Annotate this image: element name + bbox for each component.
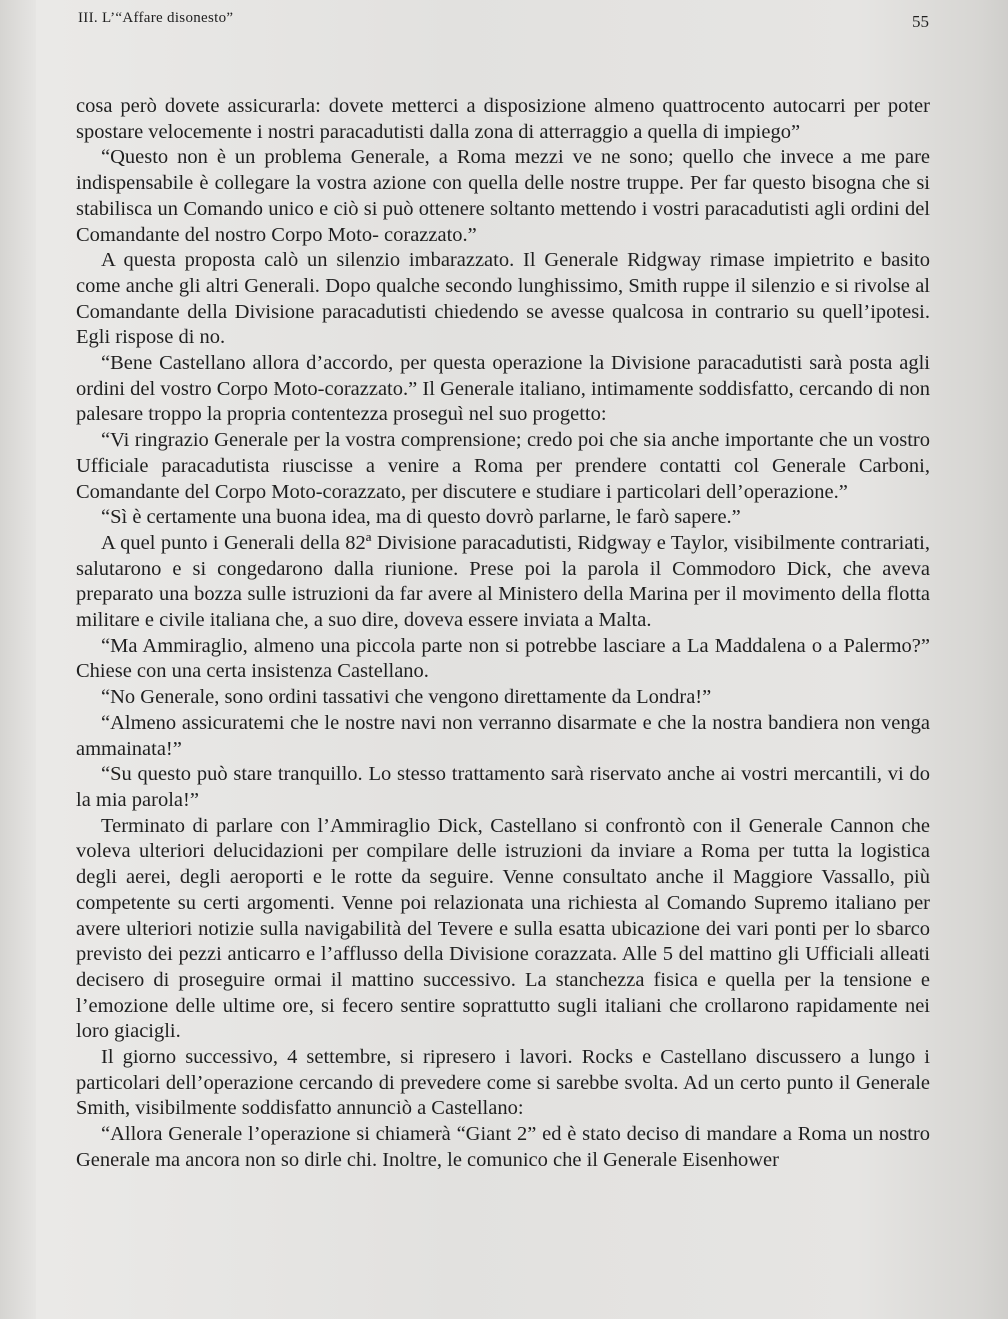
paragraph: “Questo non è un problema Generale, a Roma mezzi ve ne sono; quello che invece a me pare indispensabile è collegare la vostra azione con quella delle nostre truppe. Per far questo bisogna che si stabilisca un Comando unico e ciò si può ottenere soltanto mettendo i vostri paracadutisti agli ordini del Comandante del nostro Corpo Moto- corazzato.”: [76, 146, 930, 246]
body-text: [76, 94, 930, 1174]
paragraph: “Vi ringrazio Generale per la vostra comprensione; credo poi che sia anche importante che un vostro Ufficiale paracadutista riuscisse a venire a Roma per prendere contatti col Generale Carboni, Comandante del Corpo Moto-corazzato, per discutere e studiare i particolari dell’operazione.”: [76, 429, 930, 503]
paragraph: “Bene Castellano allora d’accordo, per questa operazione la Divisione paracadutisti sarà posta agli ordini del vostro Corpo Moto-corazzato.” Il Generale italiano, intimamente soddisfatto, cercando di non palesare troppo la propria contentezza proseguì nel suo progetto:: [76, 352, 930, 426]
paragraph: A questa proposta calò un silenzio imbarazzato. Il Generale Ridgway rimase impietrito e basito come anche gli altri Generali. Dopo qualche secondo lunghissimo, Smith ruppe il silenzio e si rivolse al Comandante della Divisione paracadutisti chiedendo se avesse qualcosa in contrario su quell’ipotesi. Egli rispose di no.: [76, 249, 930, 349]
paragraph: “Allora Generale l’operazione si chiamerà “Giant 2” ed è stato deciso di mandare a Roma un nostro Generale ma ancora non so dirle chi. Inoltre, le comunico che il Generale Eisenhower: [76, 1123, 930, 1171]
paragraph: “Su questo può stare tranquillo. Lo stesso trattamento sarà riservato anche ai vostri mercantili, vi do la mia parola!”: [76, 763, 930, 811]
page-number: 55: [912, 12, 929, 31]
running-head: III. L’“Affare disonesto”: [78, 10, 234, 26]
paragraph: “Sì è certamente una buona idea, ma di questo dovrò parlarne, le farò sapere.”: [101, 506, 741, 529]
paragraph: “Ma Ammiraglio, almeno una piccola parte non si potrebbe lasciare a La Maddalena o a Palermo?” Chiese con una certa insistenza Castellano.: [76, 634, 930, 683]
paragraph: “Almeno assicuratemi che le nostre navi non verranno disarmate e che la nostra bandiera non venga ammainata!”: [76, 711, 930, 760]
paragraph: Terminato di parlare con l’Ammiraglio Dick, Castellano si confrontò con il Generale Cannon che voleva ulteriori delucidazioni per compilare delle istruzioni da inviare a Roma per tutta la logistica degli aerei, degli aeroporti e le rotte da seguire. Venne consultato anche il Maggiore Vassallo, più competente su certi argomenti. Venne poi relazionata una richiesta al Comando Supremo italiano per avere ulteriori notizie sulla navigabilità del Tevere e sulla esatta ubicazione dei vari ponti per lo sbarco previsto dei pezzi anticarro e l’afflusso della Divisione corazzata. Alle 5 del mattino gli Ufficiali alleati decisero di proseguire ormai il mattino successivo. La stanchezza fisica e quella per la tensione e l’emozione delle ultime ore, si fecero sentire soprattutto sugli italiani che crollarono rapidamente nei loro giacigli.: [76, 814, 930, 1043]
paragraph: cosa però dovete assicurarla: dovete metterci a disposizione almeno quattrocento autocarri per poter spostare velocemente i nostri paracadutisti dalla zona di atterraggio a quella di impiego”: [76, 95, 930, 143]
page-gutter-shadow: [0, 0, 36, 1319]
paragraph: Il giorno successivo, 4 settembre, si ripresero i lavori. Rocks e Castellano discussero a lungo i particolari dell’operazione cercando di prevedere come si sarebbe svolta. Ad un certo punto il Generale Smith, visibilmente soddisfatto annunciò a Castellano:: [76, 1046, 930, 1120]
paragraph: “No Generale, sono ordini tassativi che vengono direttamente da Londra!”: [101, 686, 712, 709]
paragraph: A quel punto i Generali della 82ª Divisione paracadutisti, Ridgway e Taylor, visibilmente contrariati, salutarono e si congedarono dalla riunione. Prese poi la parola il Commodoro Dick, che aveva preparato una bozza sulle istruzioni da far avere al Ministero della Marina per il movimento della flotta militare e civile italiana che, a suo dire, doveva essere inviata a Malta.: [76, 531, 930, 632]
